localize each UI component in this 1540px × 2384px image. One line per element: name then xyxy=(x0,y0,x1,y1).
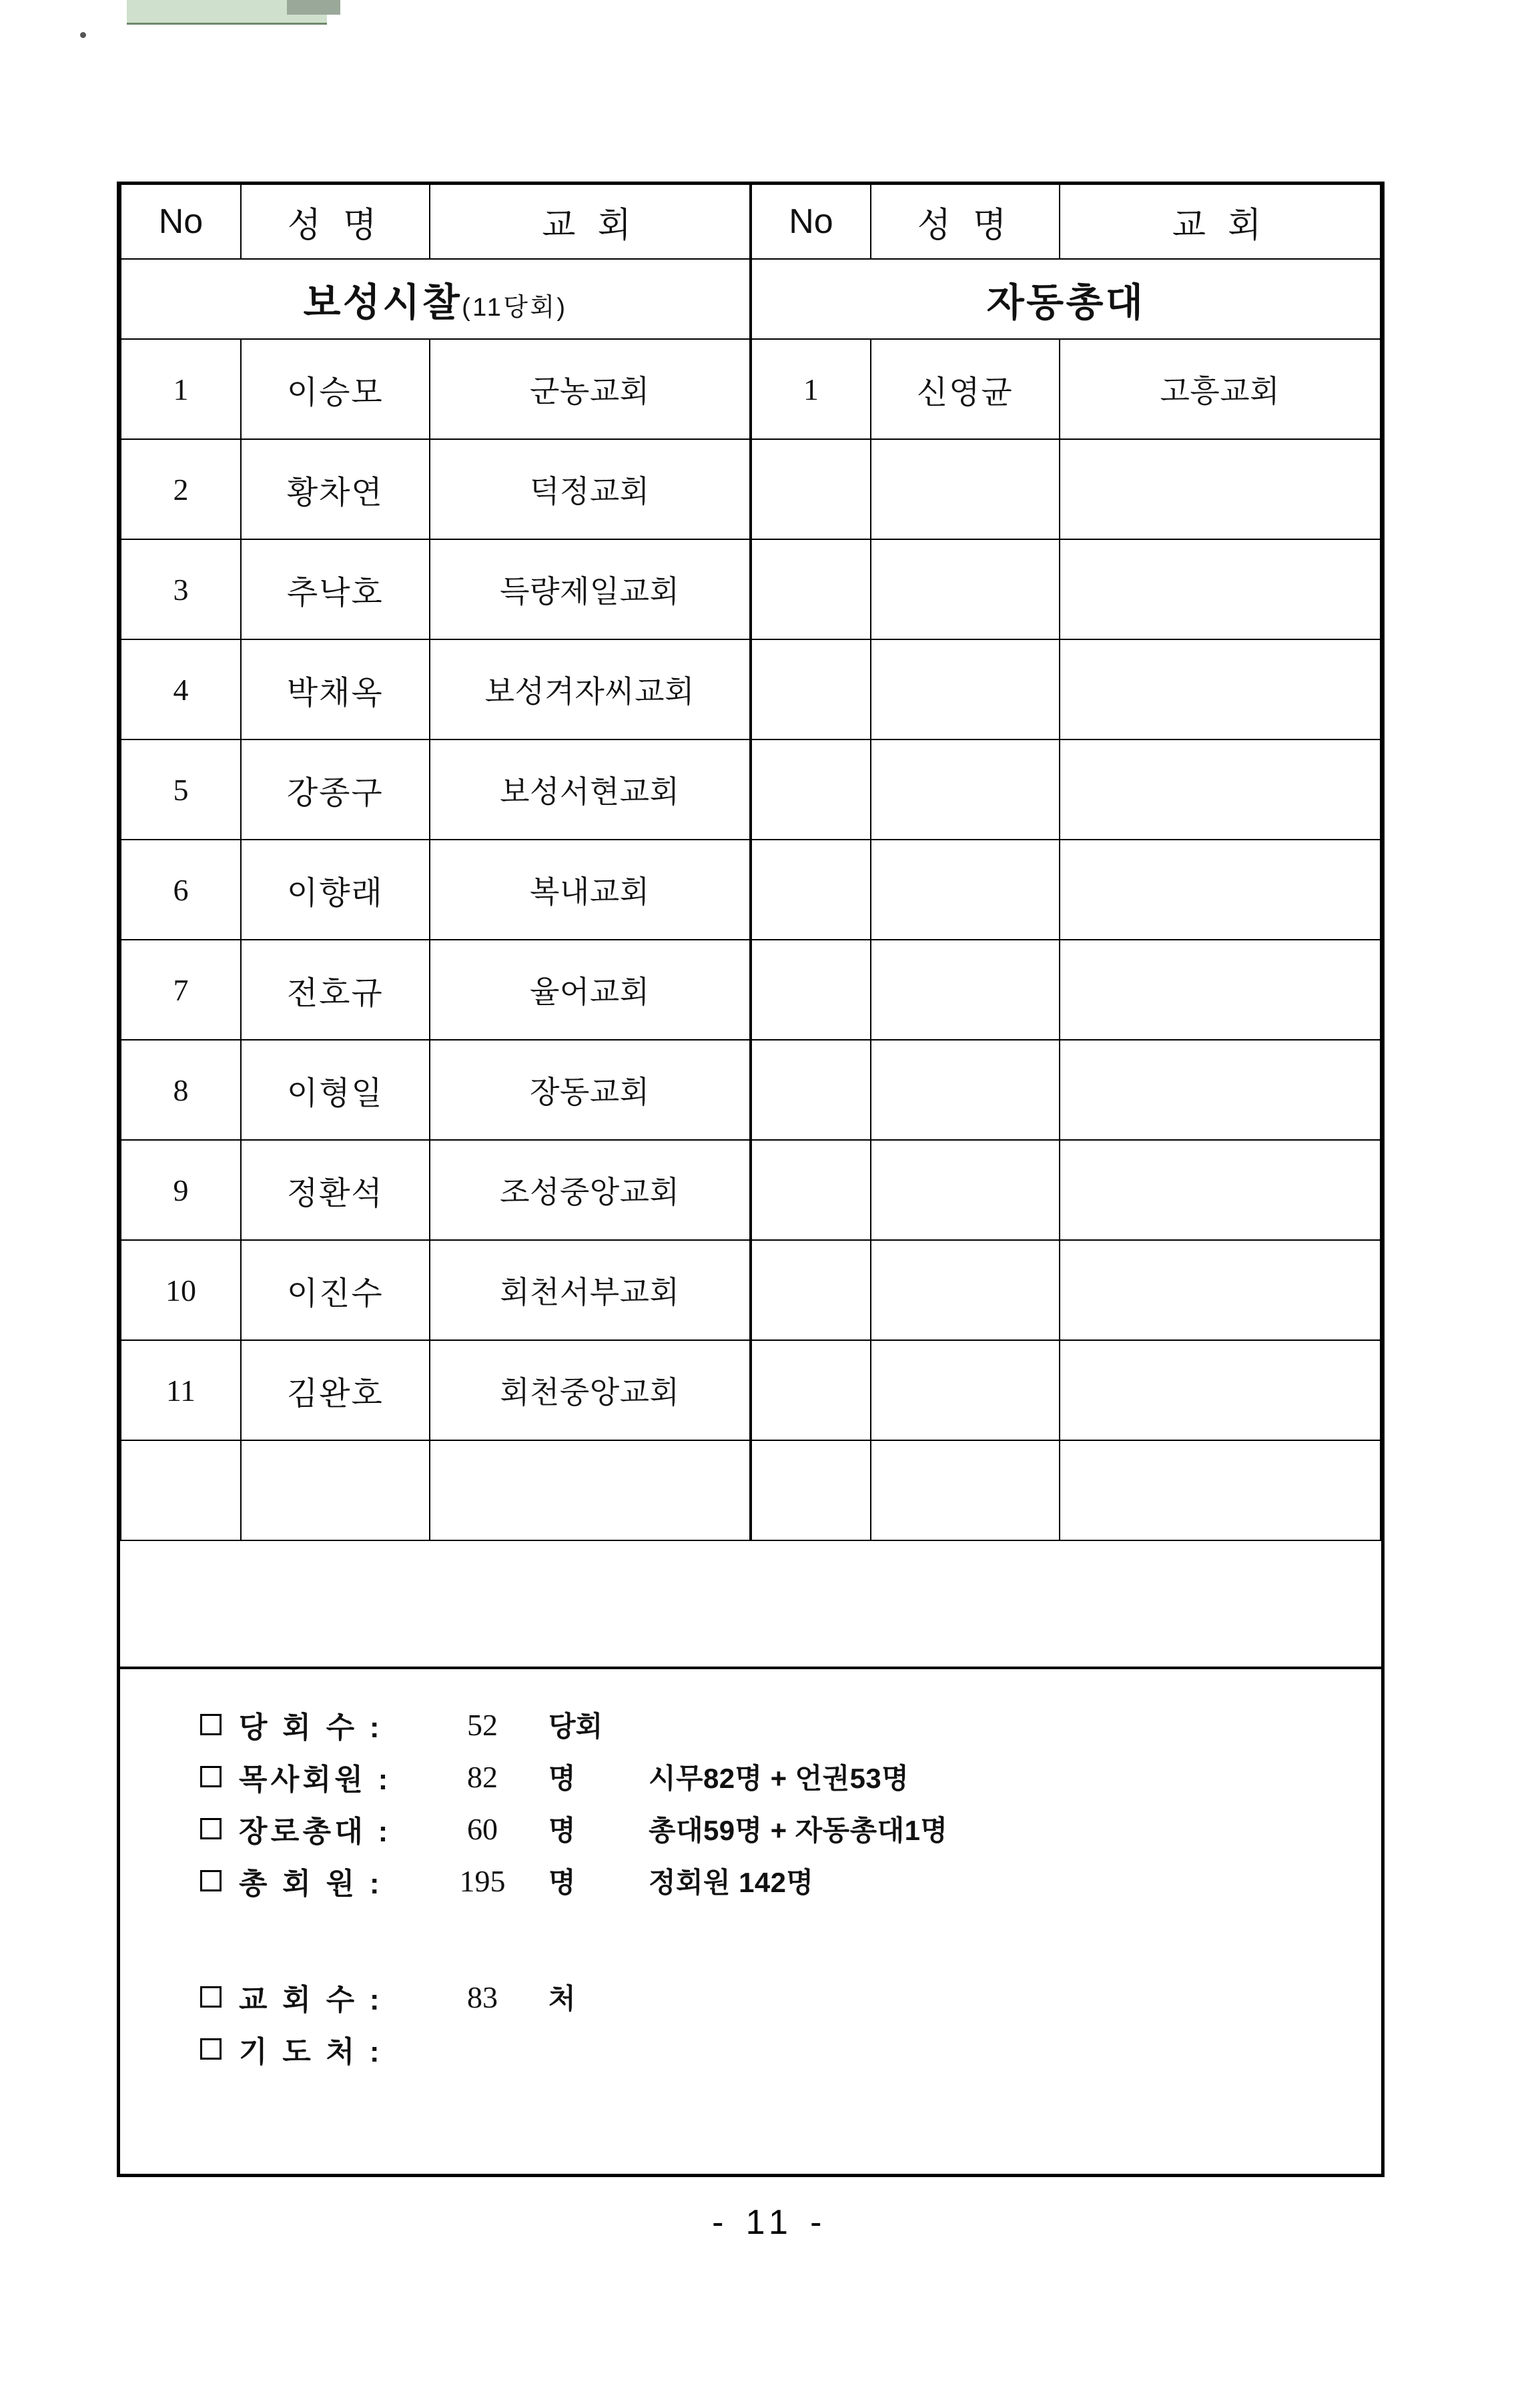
cell-church xyxy=(1060,639,1381,739)
section-title-left-main: 보성시찰 xyxy=(303,281,462,324)
section-title-row xyxy=(121,259,1381,339)
cell-church xyxy=(1060,1040,1381,1140)
summary-unit: 당회 xyxy=(548,1711,603,1742)
cell-name: 전호규 xyxy=(241,940,430,1040)
cell-name: 신영균 xyxy=(871,339,1060,439)
cell-name: 이향래 xyxy=(241,840,430,940)
column-header-no-right: No xyxy=(751,185,871,259)
cell-name xyxy=(871,1140,1060,1240)
roster-table xyxy=(120,185,1381,1541)
cell-church: 장동교회 xyxy=(430,1040,751,1140)
summary-line-session-count xyxy=(200,1699,1381,1751)
cell-name xyxy=(871,539,1060,639)
summary-block xyxy=(120,1667,1381,2174)
page-frame xyxy=(117,182,1385,2177)
table-row xyxy=(121,840,1381,940)
cell-name xyxy=(871,840,1060,940)
summary-value: 60 xyxy=(467,1811,498,1846)
summary-label: 총 회 원 : xyxy=(239,1867,383,1900)
cell-no: 5 xyxy=(121,739,241,840)
column-header-church-right: 교 회 xyxy=(1060,185,1381,259)
cell-church xyxy=(1060,439,1381,539)
cell-church xyxy=(1060,1440,1381,1540)
cell-no: 1 xyxy=(751,339,871,439)
summary-value: 195 xyxy=(459,1863,506,1898)
summary-label: 기 도 처 : xyxy=(239,2036,383,2068)
cell-no: 9 xyxy=(121,1140,241,1240)
summary-unit: 명 xyxy=(548,1763,576,1794)
cell-church xyxy=(1060,840,1381,940)
table-row xyxy=(121,339,1381,439)
cell-no: 6 xyxy=(121,840,241,940)
section-title-left-sub: (11당회) xyxy=(462,294,568,322)
cell-no xyxy=(751,940,871,1040)
cell-church: 보성겨자씨교회 xyxy=(430,639,751,739)
section-title-left xyxy=(121,259,751,339)
column-header-no-left: No xyxy=(121,185,241,259)
summary-line-prayer-house xyxy=(200,2023,1381,2075)
summary-line-church-count xyxy=(200,1971,1381,2023)
cell-church: 득량제일교회 xyxy=(430,539,751,639)
cell-no: 7 xyxy=(121,940,241,1040)
cell-church: 복내교회 xyxy=(430,840,751,940)
cell-no xyxy=(751,1040,871,1140)
scan-artifact-strip-secondary xyxy=(287,0,340,15)
cell-name: 이진수 xyxy=(241,1240,430,1340)
cell-church xyxy=(1060,1340,1381,1440)
column-header-name-left: 성 명 xyxy=(241,185,430,259)
cell-church: 덕정교회 xyxy=(430,439,751,539)
summary-spacer xyxy=(200,1907,1381,1971)
cell-church: 회천서부교회 xyxy=(430,1240,751,1340)
table-row xyxy=(121,539,1381,639)
table-row xyxy=(121,639,1381,739)
cell-no xyxy=(751,1340,871,1440)
cell-name xyxy=(871,739,1060,840)
summary-unit: 명 xyxy=(548,1867,576,1898)
cell-name: 김완호 xyxy=(241,1340,430,1440)
cell-name xyxy=(871,940,1060,1040)
summary-note: 정회원 142명 xyxy=(649,1867,814,1898)
cell-no xyxy=(121,1440,241,1540)
checkbox-icon xyxy=(200,1714,222,1735)
cell-church: 군농교회 xyxy=(430,339,751,439)
cell-name: 박채옥 xyxy=(241,639,430,739)
scan-speck xyxy=(80,32,86,38)
cell-name xyxy=(871,1340,1060,1440)
cell-name: 추낙호 xyxy=(241,539,430,639)
table-row xyxy=(121,439,1381,539)
column-header-church-left: 교 회 xyxy=(430,185,751,259)
roster-table-container xyxy=(120,185,1381,1541)
cell-name xyxy=(871,639,1060,739)
page-number: - 11 - xyxy=(712,2203,828,2242)
section-title-right xyxy=(751,259,1381,339)
cell-no xyxy=(751,539,871,639)
cell-name: 강종구 xyxy=(241,739,430,840)
summary-value: 82 xyxy=(467,1759,498,1794)
table-row xyxy=(121,739,1381,840)
cell-name: 황차연 xyxy=(241,439,430,539)
table-row xyxy=(121,940,1381,1040)
cell-name xyxy=(871,1240,1060,1340)
summary-label: 목사회원 : xyxy=(239,1763,392,1796)
cell-no xyxy=(751,739,871,840)
cell-church xyxy=(1060,1140,1381,1240)
cell-church: 보성서현교회 xyxy=(430,739,751,840)
checkbox-icon xyxy=(200,1986,222,2008)
cell-no: 2 xyxy=(121,439,241,539)
summary-line-total-members xyxy=(200,1855,1381,1907)
cell-name xyxy=(871,439,1060,539)
cell-no xyxy=(751,1240,871,1340)
cell-church xyxy=(1060,739,1381,840)
cell-church: 고흥교회 xyxy=(1060,339,1381,439)
table-row xyxy=(121,1340,1381,1440)
cell-no: 11 xyxy=(121,1340,241,1440)
cell-no xyxy=(751,1140,871,1240)
cell-no: 10 xyxy=(121,1240,241,1340)
column-header-name-right: 성 명 xyxy=(871,185,1060,259)
checkbox-icon xyxy=(200,1870,222,1891)
cell-name xyxy=(871,1040,1060,1140)
summary-note: 시무82명 + 언권53명 xyxy=(649,1763,909,1794)
cell-name xyxy=(871,1440,1060,1540)
checkbox-icon xyxy=(200,2038,222,2060)
table-row xyxy=(121,1140,1381,1240)
summary-unit: 명 xyxy=(548,1815,576,1846)
cell-church xyxy=(1060,940,1381,1040)
checkbox-icon xyxy=(200,1818,222,1839)
summary-line-pastor-members xyxy=(200,1751,1381,1803)
cell-name: 이형일 xyxy=(241,1040,430,1140)
cell-church xyxy=(1060,1240,1381,1340)
cell-no: 4 xyxy=(121,639,241,739)
table-row xyxy=(121,1440,1381,1540)
cell-no: 1 xyxy=(121,339,241,439)
cell-name: 이승모 xyxy=(241,339,430,439)
cell-no: 8 xyxy=(121,1040,241,1140)
summary-label: 장로총대 : xyxy=(239,1815,392,1848)
cell-no xyxy=(751,439,871,539)
cell-no: 3 xyxy=(121,539,241,639)
cell-no xyxy=(751,639,871,739)
cell-name: 정환석 xyxy=(241,1140,430,1240)
cell-church xyxy=(430,1440,751,1540)
summary-unit: 처 xyxy=(548,1983,576,2014)
table-header-row xyxy=(121,185,1381,259)
cell-church xyxy=(1060,539,1381,639)
summary-label: 교 회 수 : xyxy=(239,1984,383,2016)
summary-line-elder-delegates xyxy=(200,1803,1381,1855)
cell-church: 율어교회 xyxy=(430,940,751,1040)
cell-church: 회천중앙교회 xyxy=(430,1340,751,1440)
summary-value: 83 xyxy=(467,1980,498,2014)
table-row xyxy=(121,1040,1381,1140)
summary-value: 52 xyxy=(467,1707,498,1742)
checkbox-icon xyxy=(200,1766,222,1787)
summary-label: 당 회 수 : xyxy=(239,1711,383,1744)
cell-no xyxy=(751,840,871,940)
cell-church: 조성중앙교회 xyxy=(430,1140,751,1240)
section-title-right-main: 자동총대 xyxy=(986,281,1146,324)
summary-note: 총대59명 + 자동총대1명 xyxy=(649,1815,948,1846)
cell-name xyxy=(241,1440,430,1540)
table-row xyxy=(121,1240,1381,1340)
cell-no xyxy=(751,1440,871,1540)
